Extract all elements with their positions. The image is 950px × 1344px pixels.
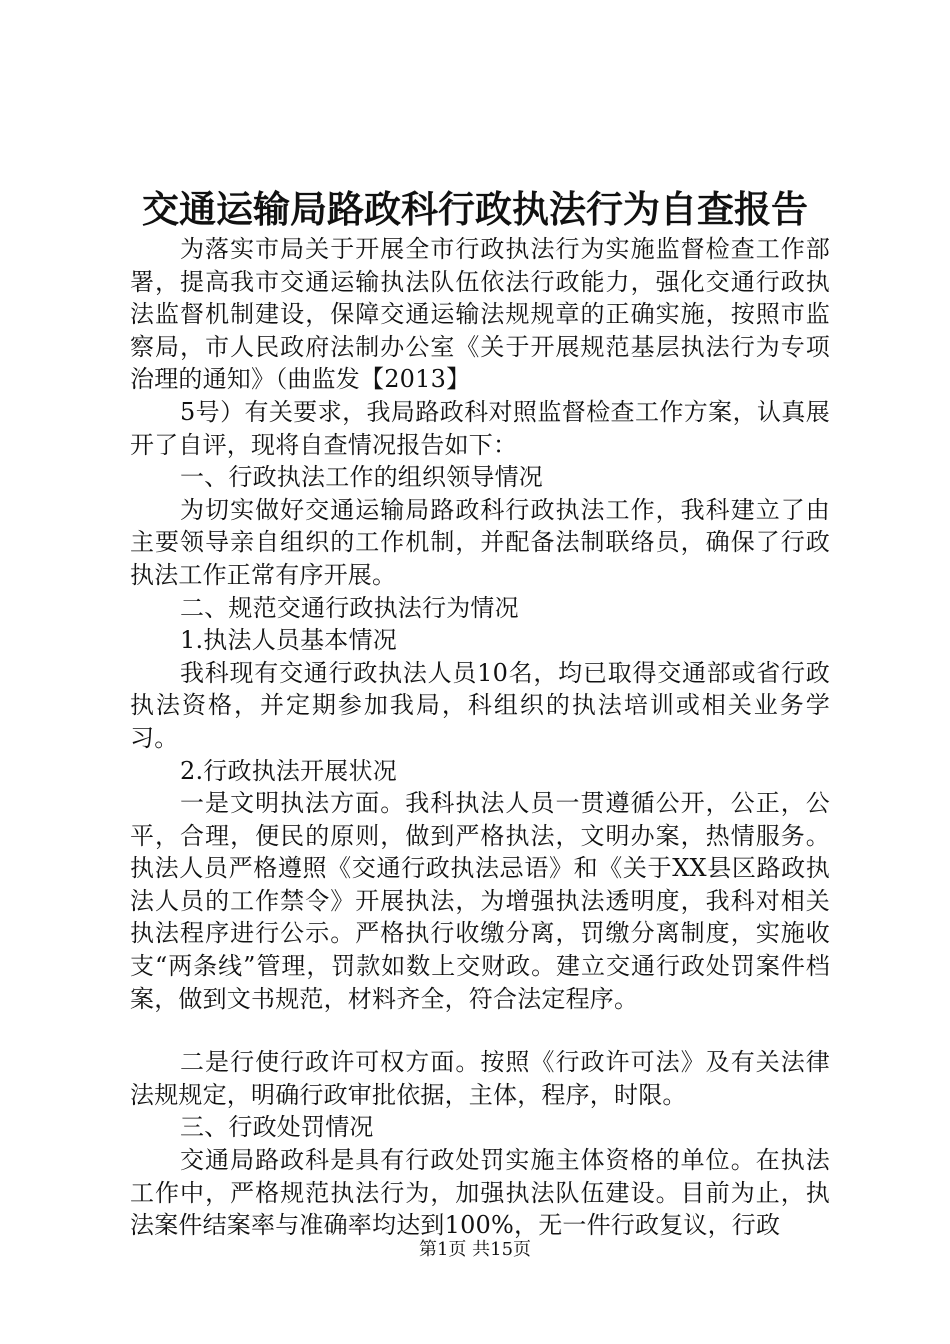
page-footer: 第1页 共15页 [418, 1239, 532, 1260]
section-heading-2: 二、规范交通行政执法行为情况 [180, 593, 519, 622]
paragraph-penalties: 交通局路政科是具有行政处罚实施主体资格的单位。在执法工作中，严格规范执法行为，加强执法队伍建设。目前为止，执法案件结案率与准确率均达到100%，无一件行政复议，行政 [130, 1146, 830, 1240]
section-heading-1: 一、行政执法工作的组织领导情况 [180, 463, 543, 492]
subheading-personnel: 1.执法人员基本情况 [180, 626, 397, 655]
document-title: 交通运输局路政科行政执法行为自查报告 [142, 187, 808, 231]
paragraph-licensing: 二是行使行政许可权方面。按照《行政许可法》及有关法律法规规定，明确行政审批依据，主体，程序，时限。 [130, 1048, 830, 1109]
document-body [130, 233, 830, 1242]
paragraph-intro-continued: 5号）有关要求，我局路政科对照监督检查工作方案，认真展开了自评，现将自查情况报告如下： [130, 397, 830, 459]
paragraph-leadership: 为切实做好交通运输局路政科行政执法工作，我科建立了由主要领导亲自组织的工作机制，并配备法制联络员，确保了行政执法工作正常有序开展。 [130, 495, 830, 589]
paragraph-intro: 为落实市局关于开展全市行政执法行为实施监督检查工作部署，提高我市交通运输执法队伍依法行政能力，强化交通行政执法监督机制建设，保障交通运输法规规章的正确实施，按照市监察局，市人民政府法制办公室《关于开展规范基层执法行为专项治理的通知》（曲监发【2013】 [130, 235, 830, 394]
section-heading-3: 三、行政处罚情况 [180, 1113, 374, 1142]
subheading-enforcement: 2.行政执法开展状况 [180, 756, 397, 785]
paragraph-civil-enforcement: 一是文明执法方面。我科执法人员一贯遵循公开，公正，公平，合理，便民的原则，做到严格执法，文明办案，热情服务。执法人员严格遵照《交通行政执法忌语》和《关于XX县区路政执法人员的工作禁令》开展执法，为增强执法透明度，我科对相关执法程序进行公示。严格执行收缴分离，罚缴分离制度，实施收支“两条线”管理，罚款如数上交财政。建立交通行政处罚案件档案，做到文书规范，材料齐全，符合法定程序。 [130, 789, 830, 1013]
paragraph-personnel: 我科现有交通行政执法人员10名，均已取得交通部或省行政执法资格，并定期参加我局，科组织的执法培训或相关业务学习。 [130, 658, 830, 752]
